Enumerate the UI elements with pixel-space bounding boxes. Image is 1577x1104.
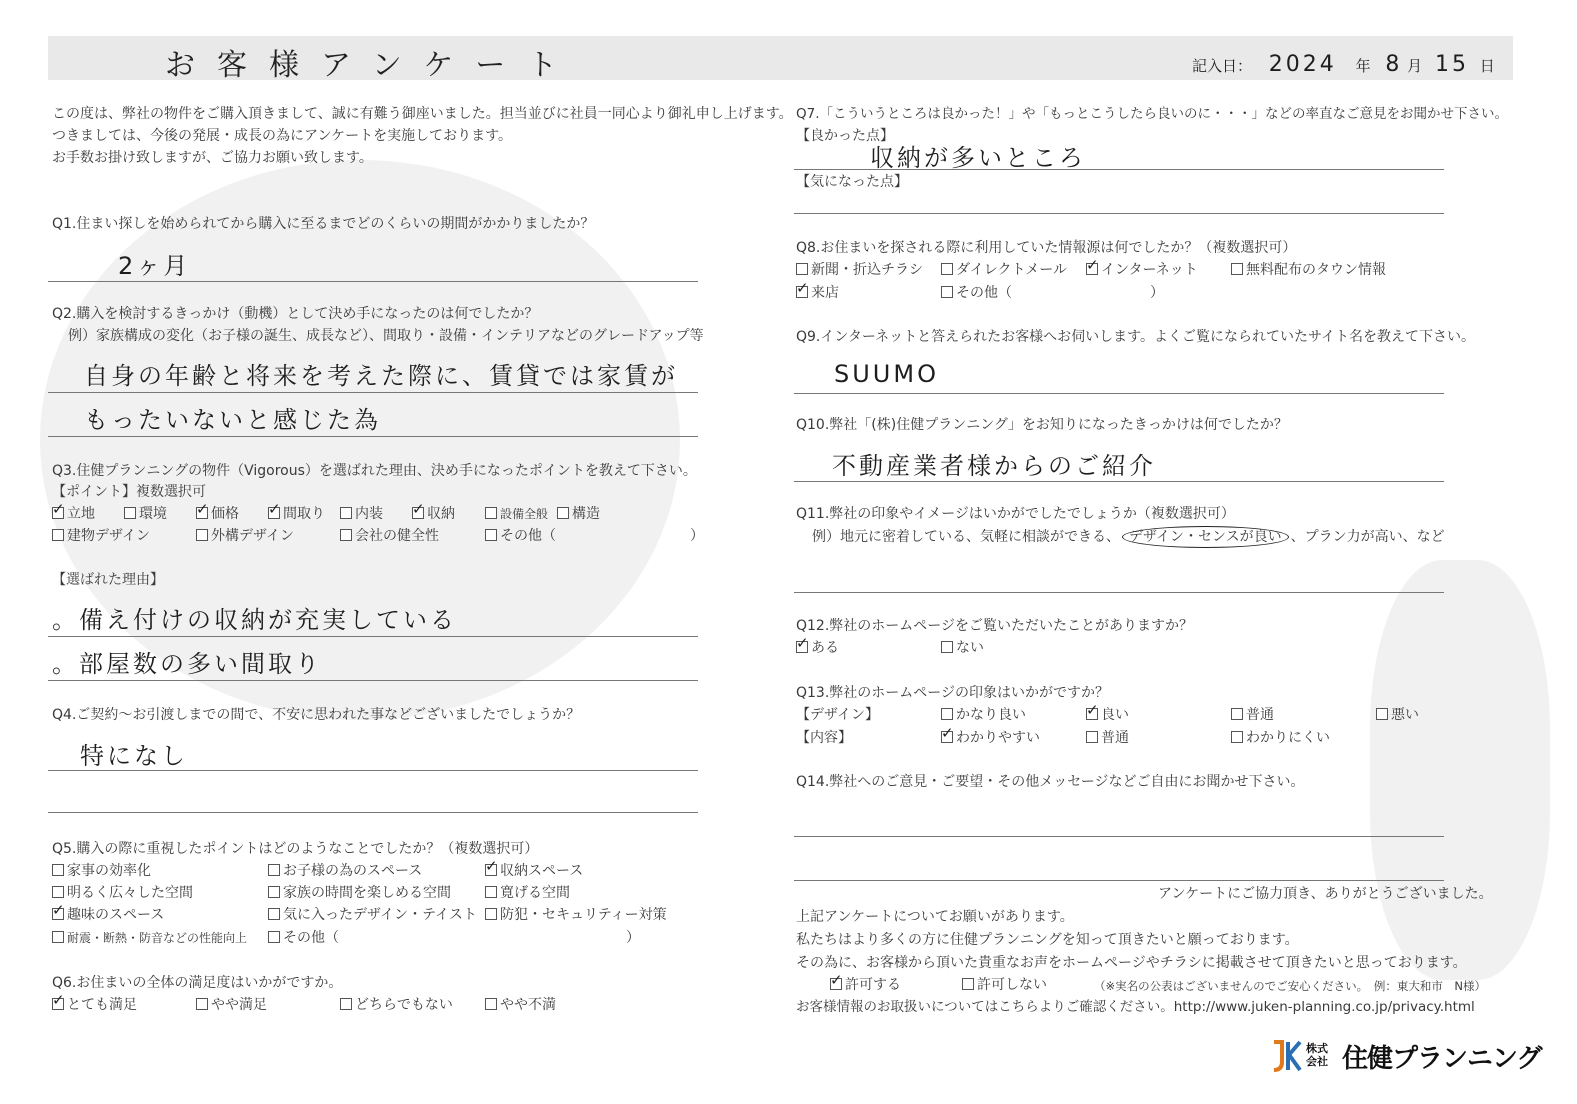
- q3-option-interior[interactable]: [340, 504, 383, 524]
- option-label: やや満足: [211, 997, 267, 1013]
- q3-option-other[interactable]: [485, 526, 556, 546]
- q8-option-direct-mail[interactable]: [941, 260, 1067, 280]
- q9-question: Q9.インターネットと答えられたお客様へお伺いします。よくご覧になられていたサイト名を教えて下さい。: [796, 329, 1476, 345]
- q4-line-2: [48, 812, 698, 813]
- q8-option-newspaper[interactable]: [796, 260, 923, 280]
- date-day: 15: [1434, 52, 1469, 77]
- q6-question: Q6.お住まいの全体の満足度はいかがですか。: [52, 975, 343, 991]
- q5-option-security[interactable]: [485, 905, 667, 925]
- q5-option-kids-space[interactable]: [268, 861, 422, 881]
- option-label: 会社の健全性: [355, 528, 439, 544]
- option-label: ダイレクトメール: [956, 262, 1068, 278]
- option-label: やや不満: [500, 997, 556, 1013]
- checkbox[interactable]: [52, 908, 64, 920]
- option-label: 環境: [139, 506, 167, 522]
- q3-option-building-design[interactable]: [52, 526, 150, 546]
- option-label: 耐震・断熱・防音などの性能向上: [67, 931, 248, 945]
- q3-option-environment[interactable]: [124, 504, 167, 524]
- option-label: 新聞・折込チラシ: [811, 262, 923, 278]
- option-label: 悪い: [1391, 707, 1419, 723]
- q5-option-relax-space[interactable]: [485, 883, 570, 903]
- q5-option-family-time[interactable]: [268, 883, 451, 903]
- checkbox[interactable]: [1231, 708, 1243, 720]
- q1-question: Q1.住まい探しを始められてから購入に至るまでどのくらいの期間がかかりましたか？: [52, 216, 595, 232]
- option-label: 収納: [427, 506, 455, 522]
- option-label: 許可しない: [977, 977, 1047, 993]
- option-label: 内装: [355, 506, 383, 522]
- option-label: かなり良い: [956, 707, 1026, 723]
- day-unit: 日: [1479, 57, 1495, 75]
- q14-line-1: [794, 836, 1444, 837]
- checkbox[interactable]: [196, 998, 208, 1010]
- year-unit: 年: [1355, 57, 1371, 75]
- checkbox[interactable]: [196, 529, 208, 541]
- q13-question: Q13.弊社のホームページの印象はいかがですか？: [796, 685, 1110, 701]
- q5-option-other[interactable]: [268, 928, 339, 948]
- checkbox[interactable]: [941, 708, 953, 720]
- q5-option-design-taste[interactable]: [268, 905, 477, 925]
- q13-design-bad[interactable]: [1376, 705, 1419, 725]
- q8-option-town-info[interactable]: [1231, 260, 1386, 280]
- intro-line-2: つきましては、今後の発展・成長の為にアンケートを実施しております。: [52, 128, 513, 144]
- option-label: 建物デザイン: [67, 528, 151, 544]
- q3-option-exterior-design[interactable]: [196, 526, 294, 546]
- option-label: わかりやすい: [956, 730, 1040, 746]
- footer-privacy: お客様情報のお取扱いについてはこちらよりご確認ください。http://www.juken-planning.co.jp/privacy.html: [796, 999, 1475, 1015]
- option-label: 間取り: [283, 506, 325, 522]
- footer-request-1: 上記アンケートについてお願いがあります。: [796, 909, 1074, 925]
- checkbox[interactable]: [412, 507, 424, 519]
- checkbox[interactable]: [124, 507, 136, 519]
- q3-option-structure[interactable]: [557, 504, 600, 524]
- q10-line: [794, 481, 1444, 482]
- checkbox[interactable]: [52, 931, 64, 943]
- checkbox[interactable]: [1376, 708, 1388, 720]
- option-label: 明るく広々した空間: [67, 885, 193, 901]
- q10-answer: 不動産業者様からのご紹介: [832, 452, 1156, 480]
- q9-line: [794, 393, 1444, 394]
- company-logo: [1266, 1036, 1546, 1076]
- q3-option-storage[interactable]: [412, 504, 455, 524]
- q5-question: Q5.購入の際に重視したポイントはどのようなことでしたか？（複数選択可）: [52, 841, 539, 857]
- checkbox[interactable]: [196, 507, 208, 519]
- checkbox[interactable]: [268, 931, 280, 943]
- q11-example-prefix: 例）地元に密着している、気軽に相談ができる、: [812, 529, 1120, 545]
- option-label: ある: [811, 640, 839, 656]
- q10-question: Q10.弊社「(株)住健プランニング」をお知りになったきっかけは何でしたか？: [796, 417, 1288, 433]
- q1-line: [48, 281, 698, 282]
- checkbox[interactable]: [941, 286, 953, 298]
- q7-line-2: [794, 213, 1444, 214]
- q2-answer-line-2: もったいないと感じた為: [84, 406, 381, 434]
- checkbox[interactable]: [485, 908, 497, 920]
- date-label: 記入日：: [1192, 57, 1253, 75]
- q13-design-label: 【デザイン】: [796, 707, 880, 723]
- q7-question: Q7.「こういうところは良かった！」や「もっとこうしたら良いのに・・・」などの率直なご意見をお聞かせ下さい。: [796, 106, 1509, 122]
- option-label: その他（: [283, 930, 339, 946]
- option-label: インターネット: [1101, 262, 1198, 278]
- footer-deny-option[interactable]: [962, 975, 1047, 995]
- q3-option-equipment[interactable]: [485, 504, 548, 524]
- q13-design-very-good[interactable]: [941, 705, 1026, 725]
- checkbox[interactable]: [941, 641, 953, 653]
- option-label: 寛げる空間: [500, 885, 570, 901]
- checkbox[interactable]: [941, 731, 953, 743]
- option-label: 設備全般: [500, 507, 549, 521]
- q13-content-unclear[interactable]: [1231, 728, 1330, 748]
- q6-option-neutral[interactable]: [340, 995, 453, 1015]
- checkbox[interactable]: [962, 978, 974, 990]
- q3-option-location[interactable]: [52, 504, 95, 524]
- checkbox[interactable]: [557, 507, 569, 519]
- logo-small-text: 株式会社: [1306, 1042, 1328, 1068]
- checkbox[interactable]: [52, 864, 64, 876]
- q4-line-1: [48, 770, 698, 771]
- option-label: 家族の時間を楽しめる空間: [283, 885, 451, 901]
- footer-thanks: アンケートにご協力頂き、ありがとうございました。: [1158, 886, 1493, 902]
- q12-option-yes[interactable]: [796, 638, 839, 658]
- q12-question: Q12.弊社のホームページをご覧いただいたことがありますか？: [796, 618, 1194, 634]
- checkbox[interactable]: [268, 507, 280, 519]
- q14-question: Q14.弊社へのご意見・ご要望・その他メッセージなどご自由にお聞かせ下さい。: [796, 774, 1305, 790]
- option-label: お子様の為のスペース: [283, 863, 423, 879]
- option-label: その他（: [956, 285, 1012, 301]
- checkbox[interactable]: [52, 998, 64, 1010]
- q7-concern-label: 【気になった点】: [796, 174, 908, 190]
- checkbox[interactable]: [340, 998, 352, 1010]
- q11-line: [794, 592, 1444, 593]
- q6-option-somewhat-satisfied[interactable]: [196, 995, 267, 1015]
- footer-request-2: 私たちはより多くの方に住健プランニングを知って頂きたいと願っております。: [796, 932, 1299, 948]
- q3-other-close: ）: [690, 528, 704, 544]
- q3-reason-line-2: 。部屋数の多い間取り: [52, 650, 322, 678]
- checkbox[interactable]: [1086, 708, 1098, 720]
- q12-option-no[interactable]: [941, 638, 984, 658]
- option-label: ない: [956, 640, 984, 656]
- q2-line-2: [48, 436, 698, 437]
- date-year: 2024: [1268, 52, 1337, 77]
- checkbox[interactable]: [268, 864, 280, 876]
- checkbox[interactable]: [941, 263, 953, 275]
- q3-reason-label: 【選ばれた理由】: [52, 572, 164, 588]
- checkbox[interactable]: [340, 507, 352, 519]
- q2-question: Q2.購入を検討するきっかけ（動機）として決め手になったのは何でしたか？: [52, 306, 539, 322]
- checkbox[interactable]: [268, 886, 280, 898]
- q6-option-very-satisfied[interactable]: [52, 995, 137, 1015]
- option-label: 家事の効率化: [67, 863, 151, 879]
- q3-line-2: [48, 680, 698, 681]
- option-label: 外構デザイン: [211, 528, 295, 544]
- option-label: 構造: [572, 506, 600, 522]
- intro-line-3: お手数お掛け致しますが、ご協力お願い致します。: [52, 150, 373, 166]
- q2-example: 例）家族構成の変化（お子様の誕生、成長など）、間取り・設備・インテリアなどのグレードアップ等: [68, 328, 704, 344]
- q7-good-label: 【良かった点】: [796, 128, 894, 144]
- date-month: 8: [1385, 52, 1403, 77]
- page-title: お客様アンケート: [165, 48, 580, 83]
- entry-date: [1192, 52, 1495, 77]
- q3-line-1: [48, 636, 698, 637]
- option-label: 気に入ったデザイン・テイスト: [283, 907, 477, 923]
- q9-answer: SUUMO: [834, 360, 939, 388]
- checkbox[interactable]: [796, 286, 808, 298]
- q8-option-visit[interactable]: [796, 283, 839, 303]
- q11-circled-answer: デザイン・センスが良い: [1122, 526, 1289, 548]
- q13-content-clear[interactable]: [941, 728, 1040, 748]
- q13-content-label: 【内容】: [796, 730, 852, 746]
- checkbox[interactable]: [1231, 263, 1243, 275]
- logo-name: 住健プランニング: [1342, 1044, 1542, 1074]
- q13-design-good[interactable]: [1086, 705, 1129, 725]
- option-label: 立地: [67, 506, 95, 522]
- q4-question: Q4.ご契約～お引渡しまでの間で、不安に思われた事などございましたでしょうか？: [52, 707, 581, 723]
- option-label: その他（: [500, 528, 556, 544]
- option-label: 普通: [1101, 730, 1129, 746]
- option-label: 来店: [811, 285, 839, 301]
- q5-option-housework[interactable]: [52, 861, 151, 881]
- option-label: 収納スペース: [500, 863, 584, 879]
- intro-line-1: この度は、弊社の物件をご購入頂きまして、誠に有難う御座いました。担当並びに社員一同心より御礼申し上げます。: [52, 106, 793, 122]
- q2-line-1: [48, 392, 698, 393]
- checkbox[interactable]: [268, 908, 280, 920]
- q2-answer-line-1: 自身の年齢と将来を考えた際に、賃貸では家賃が: [84, 362, 678, 390]
- q8-other-close: ）: [1150, 285, 1164, 301]
- q13-design-normal[interactable]: [1231, 705, 1274, 725]
- q8-option-internet[interactable]: [1086, 260, 1198, 280]
- q1-answer: 2ヶ月: [118, 252, 191, 280]
- checkbox[interactable]: [1231, 731, 1243, 743]
- footer-note: （※実名の公表はございませんのでご安心ください。 例：東大和市 N様）: [1094, 979, 1486, 993]
- checkbox[interactable]: [485, 998, 497, 1010]
- q4-answer: 特になし: [80, 742, 188, 770]
- watermark-right: [1370, 560, 1550, 980]
- q3-points-label: 【ポイント】複数選択可: [52, 484, 206, 500]
- q6-option-somewhat-dissatisfied[interactable]: [485, 995, 556, 1015]
- q3-option-company-soundness[interactable]: [340, 526, 439, 546]
- q8-option-other[interactable]: [941, 283, 1012, 303]
- option-label: 許可する: [845, 977, 901, 993]
- q11-example: [812, 526, 1445, 548]
- option-label: 普通: [1246, 707, 1274, 723]
- month-unit: 月: [1407, 57, 1423, 75]
- q5-option-performance[interactable]: [52, 928, 247, 948]
- q8-question: Q8.お住まいを探される際に利用していた情報源は何でしたか？（複数選択可）: [796, 240, 1297, 256]
- q5-option-storage-space[interactable]: [485, 861, 583, 881]
- checkbox[interactable]: [52, 529, 64, 541]
- option-label: わかりにくい: [1246, 730, 1330, 746]
- checkbox[interactable]: [485, 507, 497, 519]
- option-label: 趣味のスペース: [67, 907, 165, 923]
- checkbox[interactable]: [796, 263, 808, 275]
- q3-option-floorplan[interactable]: [268, 504, 325, 524]
- q7-good-answer: 収納が多いところ: [870, 144, 1086, 172]
- checkbox[interactable]: [340, 529, 352, 541]
- checkbox[interactable]: [1086, 263, 1098, 275]
- footer-permit-option[interactable]: [830, 975, 901, 995]
- q11-question: Q11.弊社の印象やイメージはいかがでしたでしょうか（複数選択可）: [796, 506, 1235, 522]
- option-label: 無料配布のタウン情報: [1246, 262, 1386, 278]
- footer-request-3: その為に、お客様から頂いた貴重なお声をホームページやチラシに掲載させて頂きたいと思っております。: [796, 955, 1467, 971]
- option-label: とても満足: [67, 997, 137, 1013]
- option-label: 価格: [211, 506, 239, 522]
- checkbox[interactable]: [485, 864, 497, 876]
- option-label: 防犯・セキュリティー対策: [500, 907, 667, 923]
- checkbox[interactable]: [52, 886, 64, 898]
- checkbox[interactable]: [796, 641, 808, 653]
- q13-content-normal[interactable]: [1086, 728, 1129, 748]
- q3-reason-line-1: 。備え付けの収納が充実している: [52, 606, 457, 634]
- q5-option-hobby-space[interactable]: [52, 905, 164, 925]
- q3-question: Q3.住健プランニングの物件（Vigorous）を選ばれた理由、決め手になったポイントを教えて下さい。: [52, 463, 697, 479]
- q14-line-2: [794, 880, 1444, 881]
- checkbox[interactable]: [485, 886, 497, 898]
- q7-line-1: [794, 169, 1444, 170]
- q3-option-price[interactable]: [196, 504, 239, 524]
- option-label: どちらでもない: [355, 997, 453, 1013]
- checkbox[interactable]: [52, 507, 64, 519]
- option-label: 良い: [1101, 707, 1129, 723]
- checkbox[interactable]: [485, 529, 497, 541]
- checkbox[interactable]: [830, 978, 842, 990]
- q11-example-suffix: 、プラン力が高い、など: [1290, 529, 1445, 545]
- checkbox[interactable]: [1086, 731, 1098, 743]
- logo-mark-icon: [1266, 1036, 1306, 1076]
- q5-other-close: ）: [626, 930, 640, 946]
- q5-option-bright-space[interactable]: [52, 883, 193, 903]
